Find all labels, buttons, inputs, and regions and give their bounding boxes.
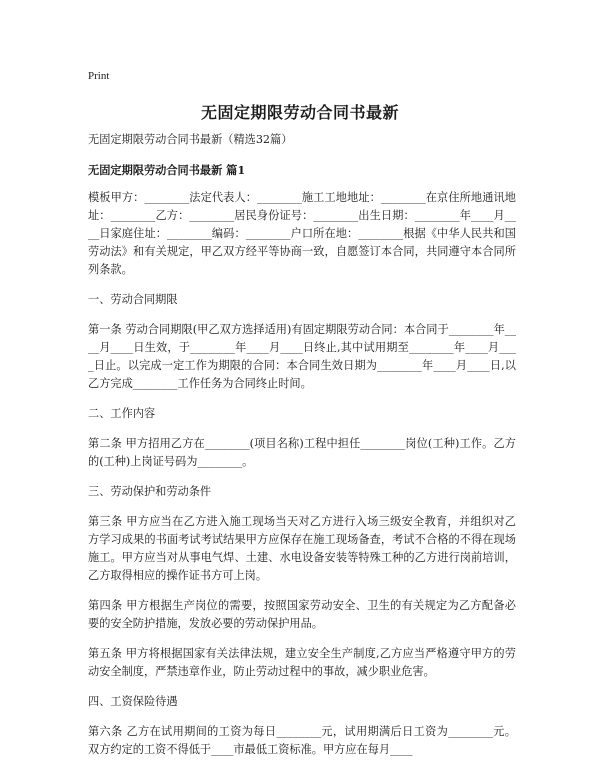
clause-heading-wages: 四、工资保险待遇 [88, 695, 178, 708]
article-2-paragraph: 第二条 甲方招用乙方在________(项目名称)工程中担任________岗位(工种)工作。乙方的(工种)上岗证号码为________。 [88, 437, 516, 468]
clause-heading-protection: 三、劳动保护和劳动条件 [88, 485, 212, 498]
article-4-paragraph: 第四条 甲方根据生产岗位的需要，按照国家劳动安全、卫生的有关规定为乙方配备必要的安全防护措施，发放必要的劳动保护用品。 [88, 599, 516, 630]
section-heading: 无固定期限劳动合同书最新 篇1 [88, 163, 246, 177]
document-subtitle: 无固定期限劳动合同书最新（精选32篇） [88, 133, 293, 146]
print-link[interactable]: Print [88, 70, 110, 82]
clause-heading-term: 一、劳动合同期限 [88, 293, 178, 306]
document-body [88, 131, 516, 771]
article-6-paragraph: 第六条 乙方在试用期间的工资为每日________元，试用期满后日工资为________元。双方约定的工资不得低于____市最低工资标准。甲方应在每月____ [88, 725, 516, 756]
clause-heading-work: 二、工作内容 [88, 407, 156, 420]
article-5-paragraph: 第五条 甲方将根据国家有关法律法规，建立安全生产制度,乙方应当严格遵守甲方的劳动安全制度，严禁违章作业，防止劳动过程中的事故，减少职业危害。 [88, 647, 516, 678]
article-1-paragraph: 第一条 劳动合同期限(甲乙双方选择适用)有固定期限劳动合同：本合同于________年____月____日生效，于________年____月____日终止,其中试用期至________年____月____日止。以完成一定工作为期限的合同：本合同生效日期为________年____月____日,以乙方完成________工作任务为合同终止时间。 [88, 323, 516, 390]
document-title: 无固定期限劳动合同书最新 [200, 103, 399, 122]
article-3-paragraph: 第三条 甲方应当在乙方进入施工现场当天对乙方进行入场三级安全教育，并组织对乙方学习成果的书面考试考试结果甲方应保存在施工现场备查，考试不合格的不得在现场施工。甲方应当对从事电气焊、土建、水电设备安装等特殊工种的乙方进行岗前培训，乙方取得相应的操作证书方可上岗。 [88, 515, 516, 582]
preamble-paragraph: 模板甲方：________法定代表人：________施工工地地址：________在京住所地通讯地址：________乙方：________居民身份证号：________出生日期：________年____月____日家庭住址：________编码：________户口所在地：________根据《中华人民共和国劳动法》和有关规定，甲乙双方经平等协商一致，自愿签订本合同，共同遵守本合同所列条款。 [88, 191, 516, 276]
